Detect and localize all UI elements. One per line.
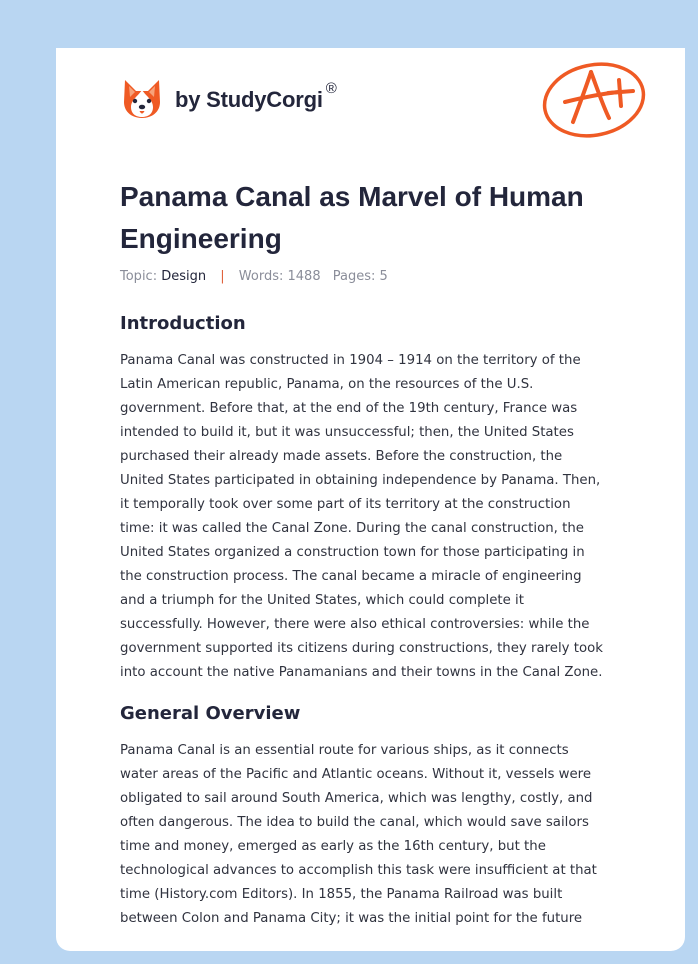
paragraph-line: government supported its citizens during constructions, they rarely took	[120, 641, 603, 656]
pages-label: Pages:	[332, 269, 376, 284]
section-paragraph-introduction	[120, 349, 640, 685]
paragraph-line: between Colon and Panama City; it was the initial point for the future	[120, 911, 583, 926]
topic-label: Topic:	[120, 269, 158, 284]
paragraph-line: United States participated in obtaining independence by Panama. Then,	[120, 473, 601, 488]
meta-separator: |	[220, 269, 225, 284]
pages-count: 5	[379, 269, 388, 284]
paragraph-line: purchased their already made assets. Before the construction, the	[120, 449, 563, 464]
words-label: Words:	[238, 269, 284, 284]
paragraph-line: and a triumph for the United States, which could complete it	[120, 593, 524, 608]
paragraph-line: Latin American republic, Panama, on the resources of the U.S.	[120, 377, 534, 392]
paragraph-line: it temporally took over some part of its territory at the construction	[120, 497, 571, 512]
paragraph-line: intended to build it, but it was unsuccessful; then, the United States	[120, 425, 574, 440]
document-page	[56, 48, 685, 951]
paragraph-line: often dangerous. The idea to build the canal, which would save sailors	[120, 815, 589, 830]
topic-link[interactable]: Design	[161, 269, 207, 284]
paragraph-line: water areas of the Pacific and Atlantic oceans. Without it, vessels were	[120, 767, 592, 782]
section-paragraph-general-overview	[120, 739, 640, 931]
registered-mark: ®	[325, 79, 337, 97]
paragraph-line: the construction process. The canal became a miracle of engineering	[120, 569, 582, 584]
paragraph-line: into account the native Panamanians and their towns in the Canal Zone.	[120, 665, 603, 680]
paragraph-line: Panama Canal was constructed in 1904 – 1914 on the territory of the	[120, 353, 581, 368]
words-count: 1488	[287, 269, 321, 284]
paragraph-line: government. Before that, at the end of the 19th century, France was	[120, 401, 578, 416]
paragraph-line: time (History.com Editors). In 1855, the Panama Railroad was built	[120, 887, 563, 902]
paragraph-line: Panama Canal is an essential route for various ships, as it connects	[120, 743, 569, 758]
studycorgi-logo[interactable]	[122, 76, 337, 120]
paragraph-line: obligated to sail around South America, which was lengthy, costly, and	[120, 791, 593, 806]
paragraph-line: United States organized a construction town for those participating in	[120, 545, 585, 560]
paragraph-line: successfully. However, there were also ethical controversies: while the	[120, 617, 590, 632]
corgi-icon	[122, 76, 162, 120]
paragraph-line: technological advances to accomplish this task were insufficient at that	[120, 863, 597, 878]
section-heading-introduction: Introduction	[120, 313, 246, 334]
paragraph-line: time: it was called the Canal Zone. During the canal construction, the	[120, 521, 584, 536]
paragraph-line: time and money, emerged as early as the 16th century, but the	[120, 839, 546, 854]
document-meta	[120, 269, 388, 284]
brand-name: by StudyCorgi	[175, 87, 323, 112]
page-title: Panama Canal as Marvel of Human Engineering	[120, 181, 584, 254]
section-heading-general-overview: General Overview	[120, 703, 301, 724]
a-plus-grade-icon	[539, 58, 649, 140]
